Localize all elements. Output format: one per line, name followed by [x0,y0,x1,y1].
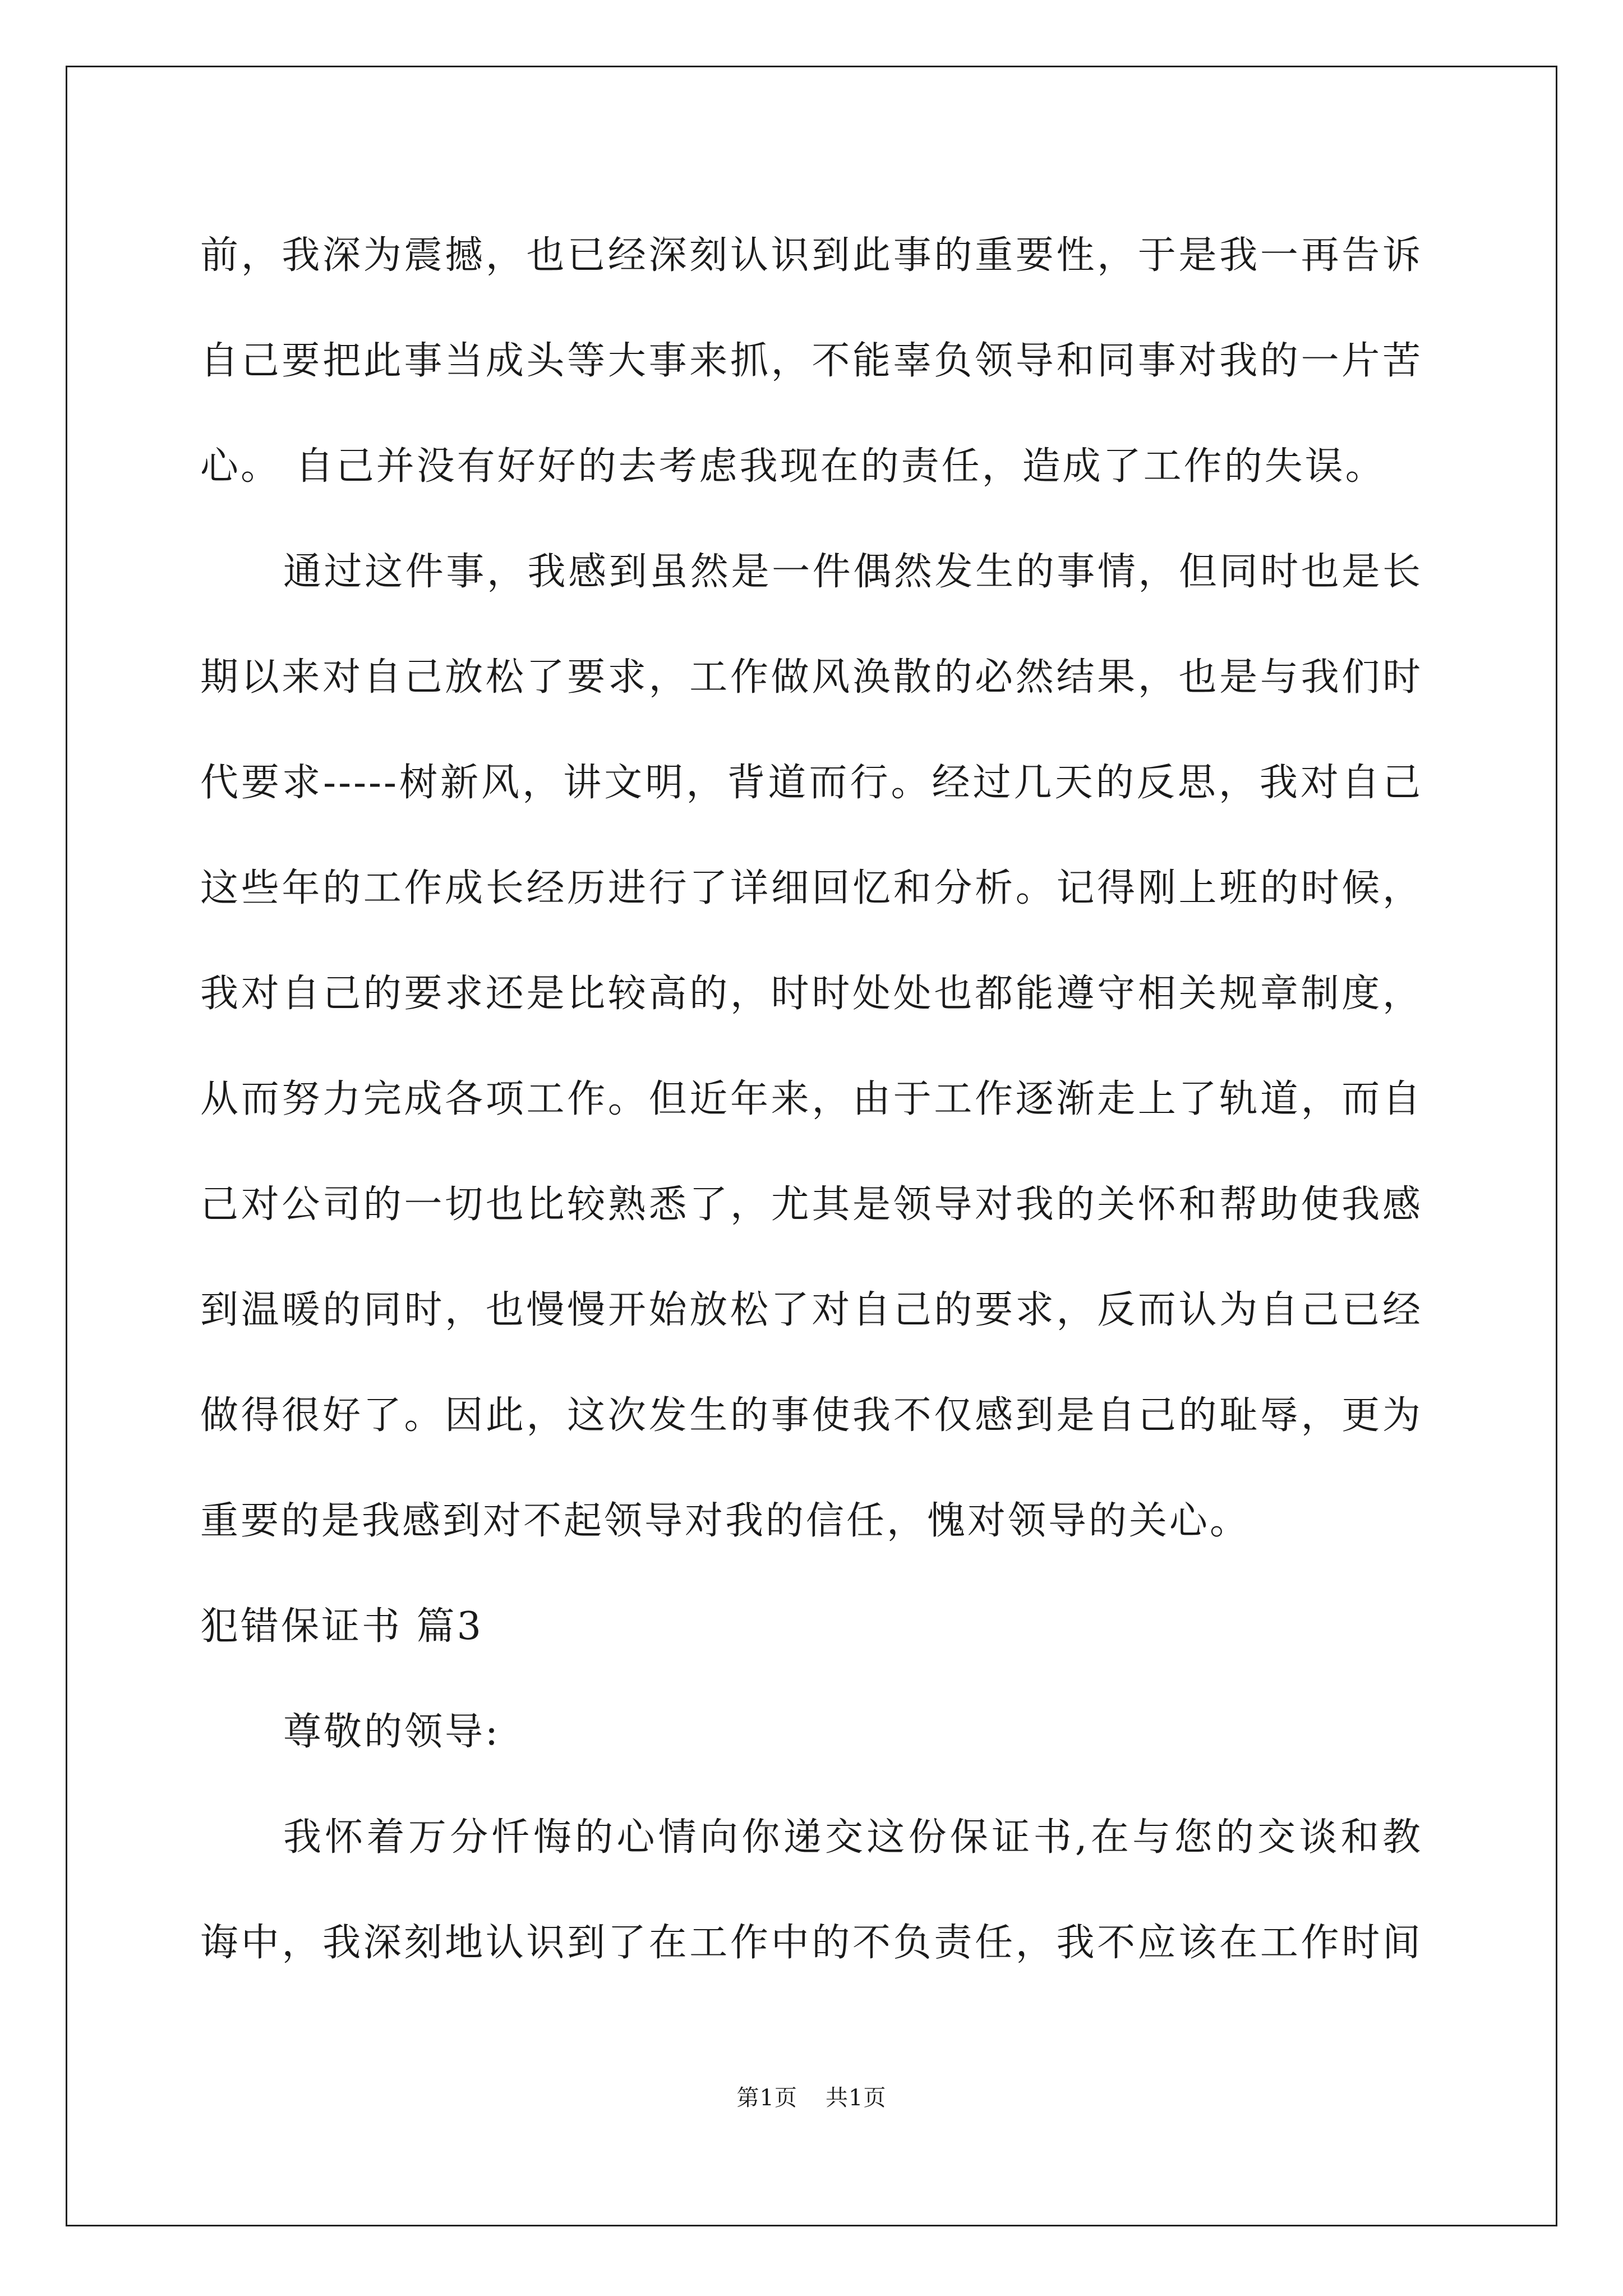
text-line: 诲中，我深刻地认识到了在工作中的不负责任，我不应该在工作时间 [200,1921,1423,1965]
text-line: 期以来对自己放松了要求，工作做风涣散的必然结果，也是与我们时 [200,655,1423,700]
text-line: 做得很好了。因此，这次发生的事使我不仅感到是自己的耻辱，更为 [200,1393,1423,1438]
text-line: 我怀着万分忏悔的心情向你递交这份保证书,在与您的交谈和教 [283,1815,1423,1860]
text-line: 从而努力完成各项工作。但近年来，由于工作逐渐走上了轨道，而自 [200,1077,1423,1121]
page-total: 共1页 [826,2085,887,2111]
text-line: 己对公司的一切也比较熟悉了，尤其是领导对我的关怀和帮助使我感 [200,1182,1423,1227]
text-line: 心。 自己并没有好好的去考虑我现在的责任，造成了工作的失误。 [200,444,1386,489]
text-line: 前，我深为震撼，也已经深刻认识到此事的重要性，于是我一再告诉 [200,233,1423,278]
document-body [200,203,1423,1996]
text-line: 代要求-----树新风，讲文明，背道而行。经过几天的反思，我对自己 [200,761,1423,805]
text-line: 通过这件事，我感到虽然是一件偶然发生的事情，但同时也是长 [283,550,1423,594]
text-line: 我对自己的要求还是比较高的，时时处处也都能遵守相关规章制度， [200,972,1423,1016]
text-line: 自己要把此事当成头等大事来抓，不能辜负领导和同事对我的一片苦 [200,339,1423,383]
text-line: 这些年的工作成长经历进行了详细回忆和分析。记得刚上班的时候， [200,866,1423,910]
page-footer [0,2082,1623,2114]
section-heading: 犯错保证书 篇3 [200,1604,483,1649]
text-line: 重要的是我感到对不起领导对我的信任，愧对领导的关心。 [200,1499,1251,1543]
salutation: 尊敬的领导: [283,1710,500,1754]
text-line: 到温暖的同时，也慢慢开始放松了对自己的要求，反而认为自己已经 [200,1288,1423,1332]
page-number: 第1页 [736,2085,797,2111]
